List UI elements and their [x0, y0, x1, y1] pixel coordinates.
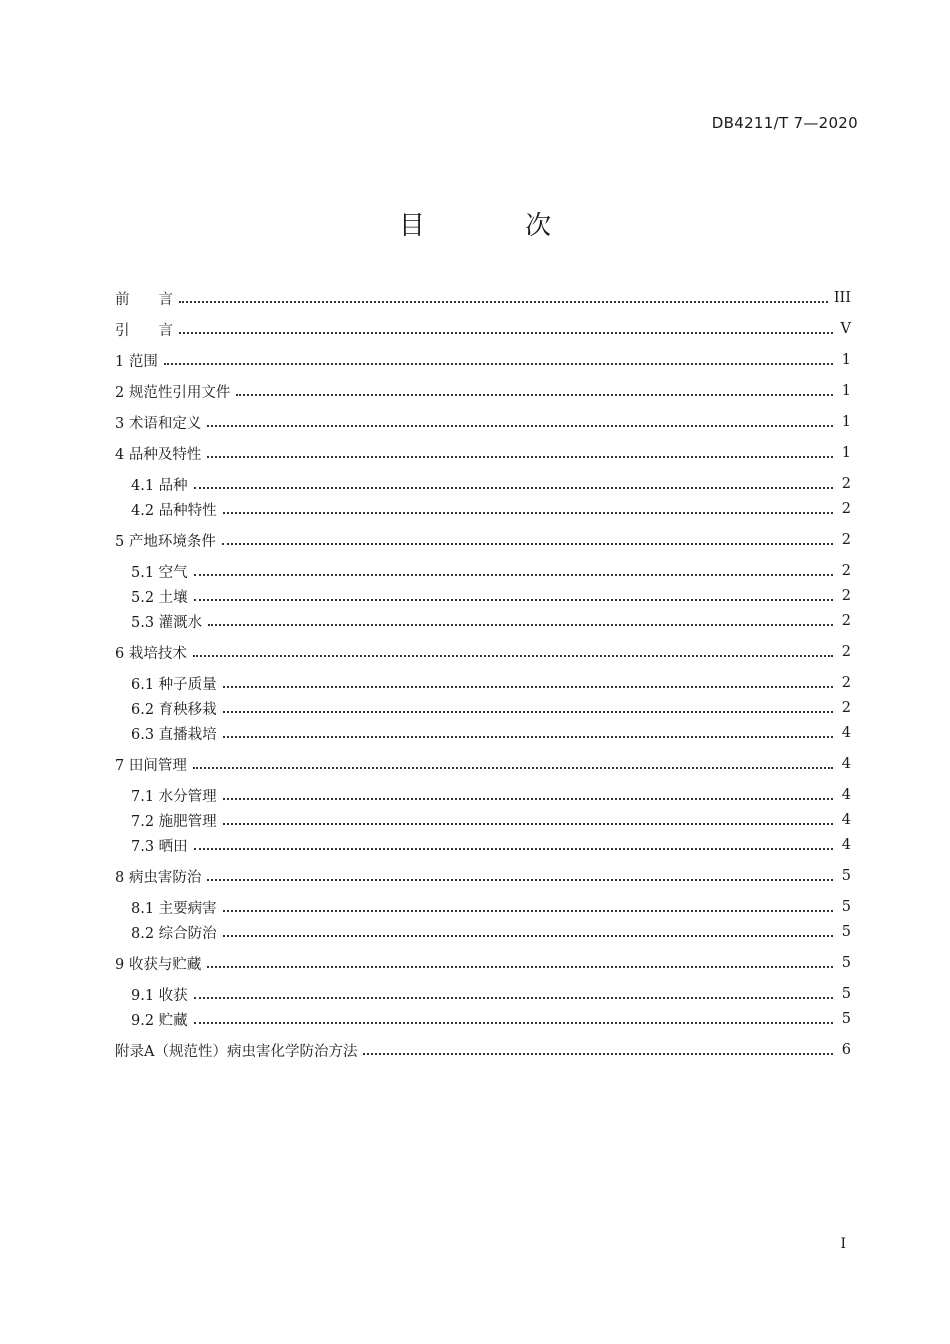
toc-entry-page: 5 — [841, 986, 851, 1002]
toc-entry[interactable] — [115, 721, 851, 745]
toc-entry-page: 4 — [841, 787, 851, 803]
toc-entry-label: 附录A（规范性）病虫害化学防治方法 — [115, 1043, 358, 1060]
toc-entry-page: 1 — [841, 414, 851, 430]
toc-entry-label: 1 范围 — [115, 353, 158, 370]
document-code: DB4211/T 7—2020 — [711, 114, 858, 132]
toc-entry-label: 前 言 — [115, 291, 173, 308]
toc-entry-label: 5.3 灌溉水 — [131, 614, 203, 631]
toc-entry-page: 6 — [841, 1042, 851, 1058]
toc-entry[interactable] — [115, 783, 851, 807]
toc-leader-dots — [223, 823, 833, 825]
toc-entry-page: 5 — [841, 955, 851, 971]
toc-entry-page: 5 — [841, 899, 851, 915]
toc-entry[interactable] — [115, 497, 851, 521]
toc-entry-label: 8.1 主要病害 — [131, 900, 217, 917]
toc-entry-page: 4 — [841, 812, 851, 828]
toc-leader-dots — [164, 363, 833, 365]
toc-leader-dots — [194, 599, 833, 601]
toc-entry-page: 2 — [841, 613, 851, 629]
toc-entry[interactable] — [115, 441, 851, 465]
toc-entry-page: 5 — [841, 924, 851, 940]
toc-entry-label: 2 规范性引用文件 — [115, 384, 231, 401]
toc-entry-label: 6.3 直播栽培 — [131, 726, 217, 743]
toc-entry-page: 2 — [841, 532, 851, 548]
toc-leader-dots — [207, 456, 833, 458]
toc-entry-page: 2 — [841, 700, 851, 716]
toc-entry-label: 3 术语和定义 — [115, 415, 202, 432]
toc-entry[interactable] — [115, 472, 851, 496]
toc-leader-dots — [194, 487, 833, 489]
toc-entry-label: 8.2 综合防治 — [131, 925, 217, 942]
toc-leader-dots — [208, 624, 833, 626]
toc-entry[interactable] — [115, 895, 851, 919]
toc-entry-page: 1 — [841, 383, 851, 399]
toc-entry[interactable] — [115, 920, 851, 944]
toc-leader-dots — [223, 798, 833, 800]
toc-entry[interactable] — [115, 348, 851, 372]
toc-leader-dots — [223, 736, 833, 738]
toc-entry-page: 5 — [841, 868, 851, 884]
toc-entry-page: 2 — [841, 588, 851, 604]
toc-entry[interactable] — [115, 584, 851, 608]
toc-entry[interactable] — [115, 696, 851, 720]
toc-leader-dots — [194, 997, 833, 999]
toc-entry-label: 9.1 收获 — [131, 987, 188, 1004]
toc-entry[interactable] — [115, 559, 851, 583]
toc-entry-label: 4.1 品种 — [131, 477, 188, 494]
toc-entry[interactable] — [115, 317, 851, 341]
toc-entry[interactable] — [115, 609, 851, 633]
toc-entry-label: 5 产地环境条件 — [115, 533, 216, 550]
toc-entry-label: 5.1 空气 — [131, 564, 188, 581]
toc-entry[interactable] — [115, 379, 851, 403]
toc-leader-dots — [223, 512, 833, 514]
toc-entry-page: 2 — [841, 563, 851, 579]
toc-entry-page: 2 — [841, 644, 851, 660]
toc-entry-page: 4 — [841, 756, 851, 772]
toc-leader-dots — [363, 1053, 833, 1055]
toc-leader-dots — [223, 686, 833, 688]
toc-entry-page: III — [833, 290, 851, 306]
toc-leader-dots — [194, 574, 833, 576]
toc-leader-dots — [207, 879, 833, 881]
toc-leader-dots — [193, 767, 833, 769]
toc-leader-dots — [223, 935, 833, 937]
toc-entry-label: 9 收获与贮藏 — [115, 956, 202, 973]
toc-entry-label: 7 田间管理 — [115, 757, 187, 774]
toc-leader-dots — [223, 910, 833, 912]
toc-entry-page: 2 — [841, 501, 851, 517]
toc-entry-label: 9.2 贮藏 — [131, 1012, 188, 1029]
toc-leader-dots — [179, 301, 828, 303]
toc-entry-page: 1 — [841, 352, 851, 368]
toc-entry-page: 2 — [841, 476, 851, 492]
toc-entry[interactable] — [115, 1038, 851, 1062]
toc-entry-page: V — [840, 321, 851, 337]
toc-entry[interactable] — [115, 640, 851, 664]
toc-entry-label: 5.2 土壤 — [131, 589, 188, 606]
toc-leader-dots — [179, 332, 833, 334]
toc-entry[interactable] — [115, 1007, 851, 1031]
toc-entry[interactable] — [115, 808, 851, 832]
toc-entry-page: 4 — [841, 725, 851, 741]
toc-entry-label: 引 言 — [115, 322, 173, 339]
toc-entry-page: 1 — [841, 445, 851, 461]
toc-entry[interactable] — [115, 951, 851, 975]
toc-entry-label: 7.2 施肥管理 — [131, 813, 217, 830]
toc-entry[interactable] — [115, 286, 851, 310]
toc-entry-label: 4 品种及特性 — [115, 446, 202, 463]
toc-entry-label: 8 病虫害防治 — [115, 869, 202, 886]
toc-leader-dots — [236, 394, 833, 396]
toc-entry[interactable] — [115, 410, 851, 434]
toc-entry-label: 7.3 晒田 — [131, 838, 188, 855]
toc-leader-dots — [222, 543, 833, 545]
toc-leader-dots — [193, 655, 833, 657]
toc-entry-label: 7.1 水分管理 — [131, 788, 217, 805]
toc-leader-dots — [223, 711, 833, 713]
toc-entry[interactable] — [115, 864, 851, 888]
toc-leader-dots — [207, 966, 833, 968]
toc-entry-page: 2 — [841, 675, 851, 691]
toc-entry-label: 6.2 育秧移栽 — [131, 701, 217, 718]
toc-entry-page: 5 — [841, 1011, 851, 1027]
toc-entry-label: 6.1 种子质量 — [131, 676, 217, 693]
toc-entry-page: 4 — [841, 837, 851, 853]
toc-leader-dots — [194, 1022, 833, 1024]
toc-leader-dots — [194, 848, 833, 850]
toc-entry-label: 6 栽培技术 — [115, 645, 187, 662]
toc-entry[interactable] — [115, 982, 851, 1006]
toc-entry[interactable] — [115, 528, 851, 552]
toc-entry[interactable] — [115, 752, 851, 776]
toc-entry[interactable] — [115, 671, 851, 695]
toc-leader-dots — [207, 425, 833, 427]
toc-entry-label: 4.2 品种特性 — [131, 502, 217, 519]
toc-entry[interactable] — [115, 833, 851, 857]
page-number: I — [840, 1236, 846, 1252]
page-title: 目 次 — [398, 211, 598, 241]
